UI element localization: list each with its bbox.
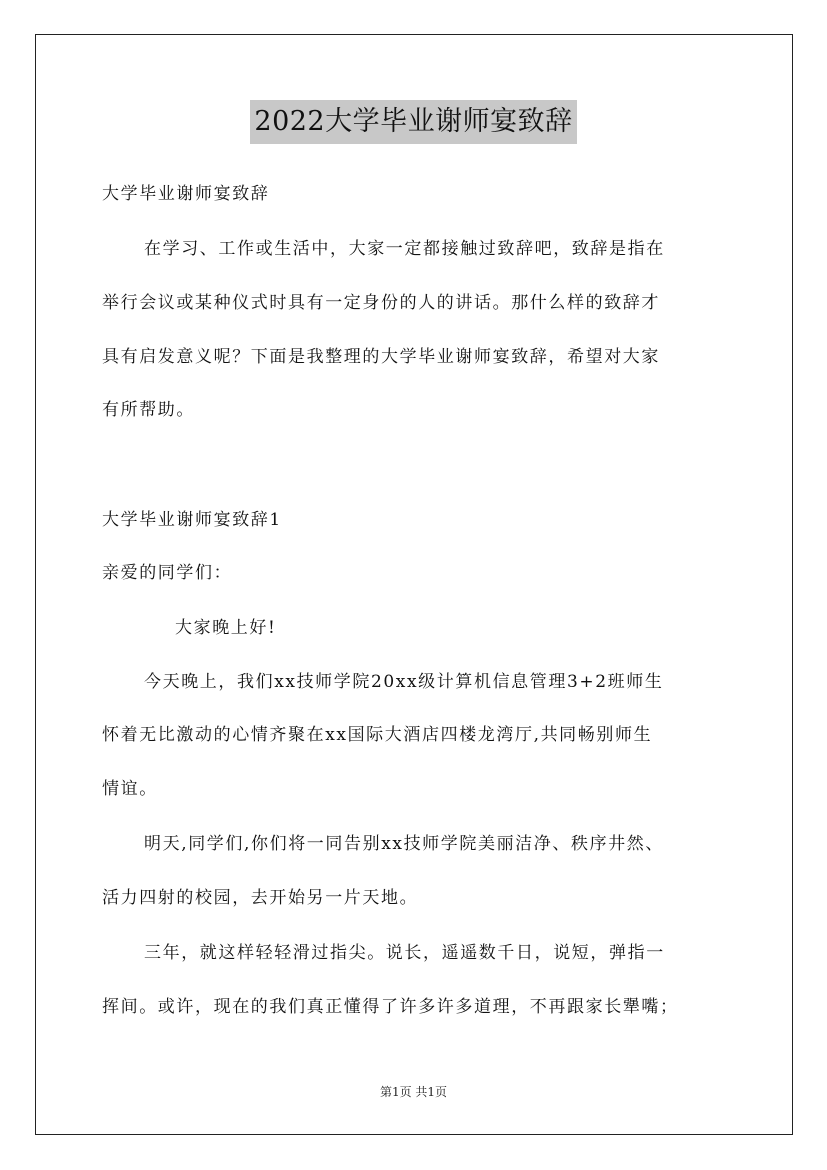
paragraph-line: 活力四射的校园，去开始另一片天地。 xyxy=(102,888,419,908)
paragraph-line: 具有启发意义呢？下面是我整理的大学毕业谢师宴致辞，希望对大家 xyxy=(102,347,660,367)
paragraph-line: 三年，就这样轻轻滑过指尖。说长，遥遥数千日，说短，弹指一 xyxy=(144,943,665,963)
document-title: 2022大学毕业谢师宴致辞 xyxy=(250,100,576,144)
paragraph-line: 情谊。 xyxy=(102,779,158,799)
salutation: 亲爱的同学们： xyxy=(102,563,233,583)
paragraph-line: 挥间。或许，现在的我们真正懂得了许多许多道理，不再跟家长犟嘴； xyxy=(102,997,679,1017)
paragraph-line: 今天晚上，我们xx技师学院20xx级计算机信息管理3+2班师生 xyxy=(144,672,664,692)
paragraph-line: 明天,同学们,你们将一同告别xx技师学院美丽洁净、秩序井然、 xyxy=(144,834,664,854)
section-heading: 大学毕业谢师宴致辞1 xyxy=(102,510,282,530)
paragraph-line: 在学习、工作或生活中，大家一定都接触过致辞吧，致辞是指在 xyxy=(144,239,665,259)
paragraph-line: 有所帮助。 xyxy=(102,400,195,420)
section-heading: 大学毕业谢师宴致辞 xyxy=(102,184,270,204)
greeting: 大家晚上好! xyxy=(175,618,277,638)
page-footer: 第1页 共1页 xyxy=(379,1085,448,1099)
paragraph-line: 举行会议或某种仪式时具有一定身份的人的讲话。那什么样的致辞才 xyxy=(102,293,660,313)
paragraph-line: 怀着无比激动的心情齐聚在xx国际大酒店四楼龙湾厅,共同畅别师生 xyxy=(102,725,653,745)
title-container xyxy=(0,100,827,144)
